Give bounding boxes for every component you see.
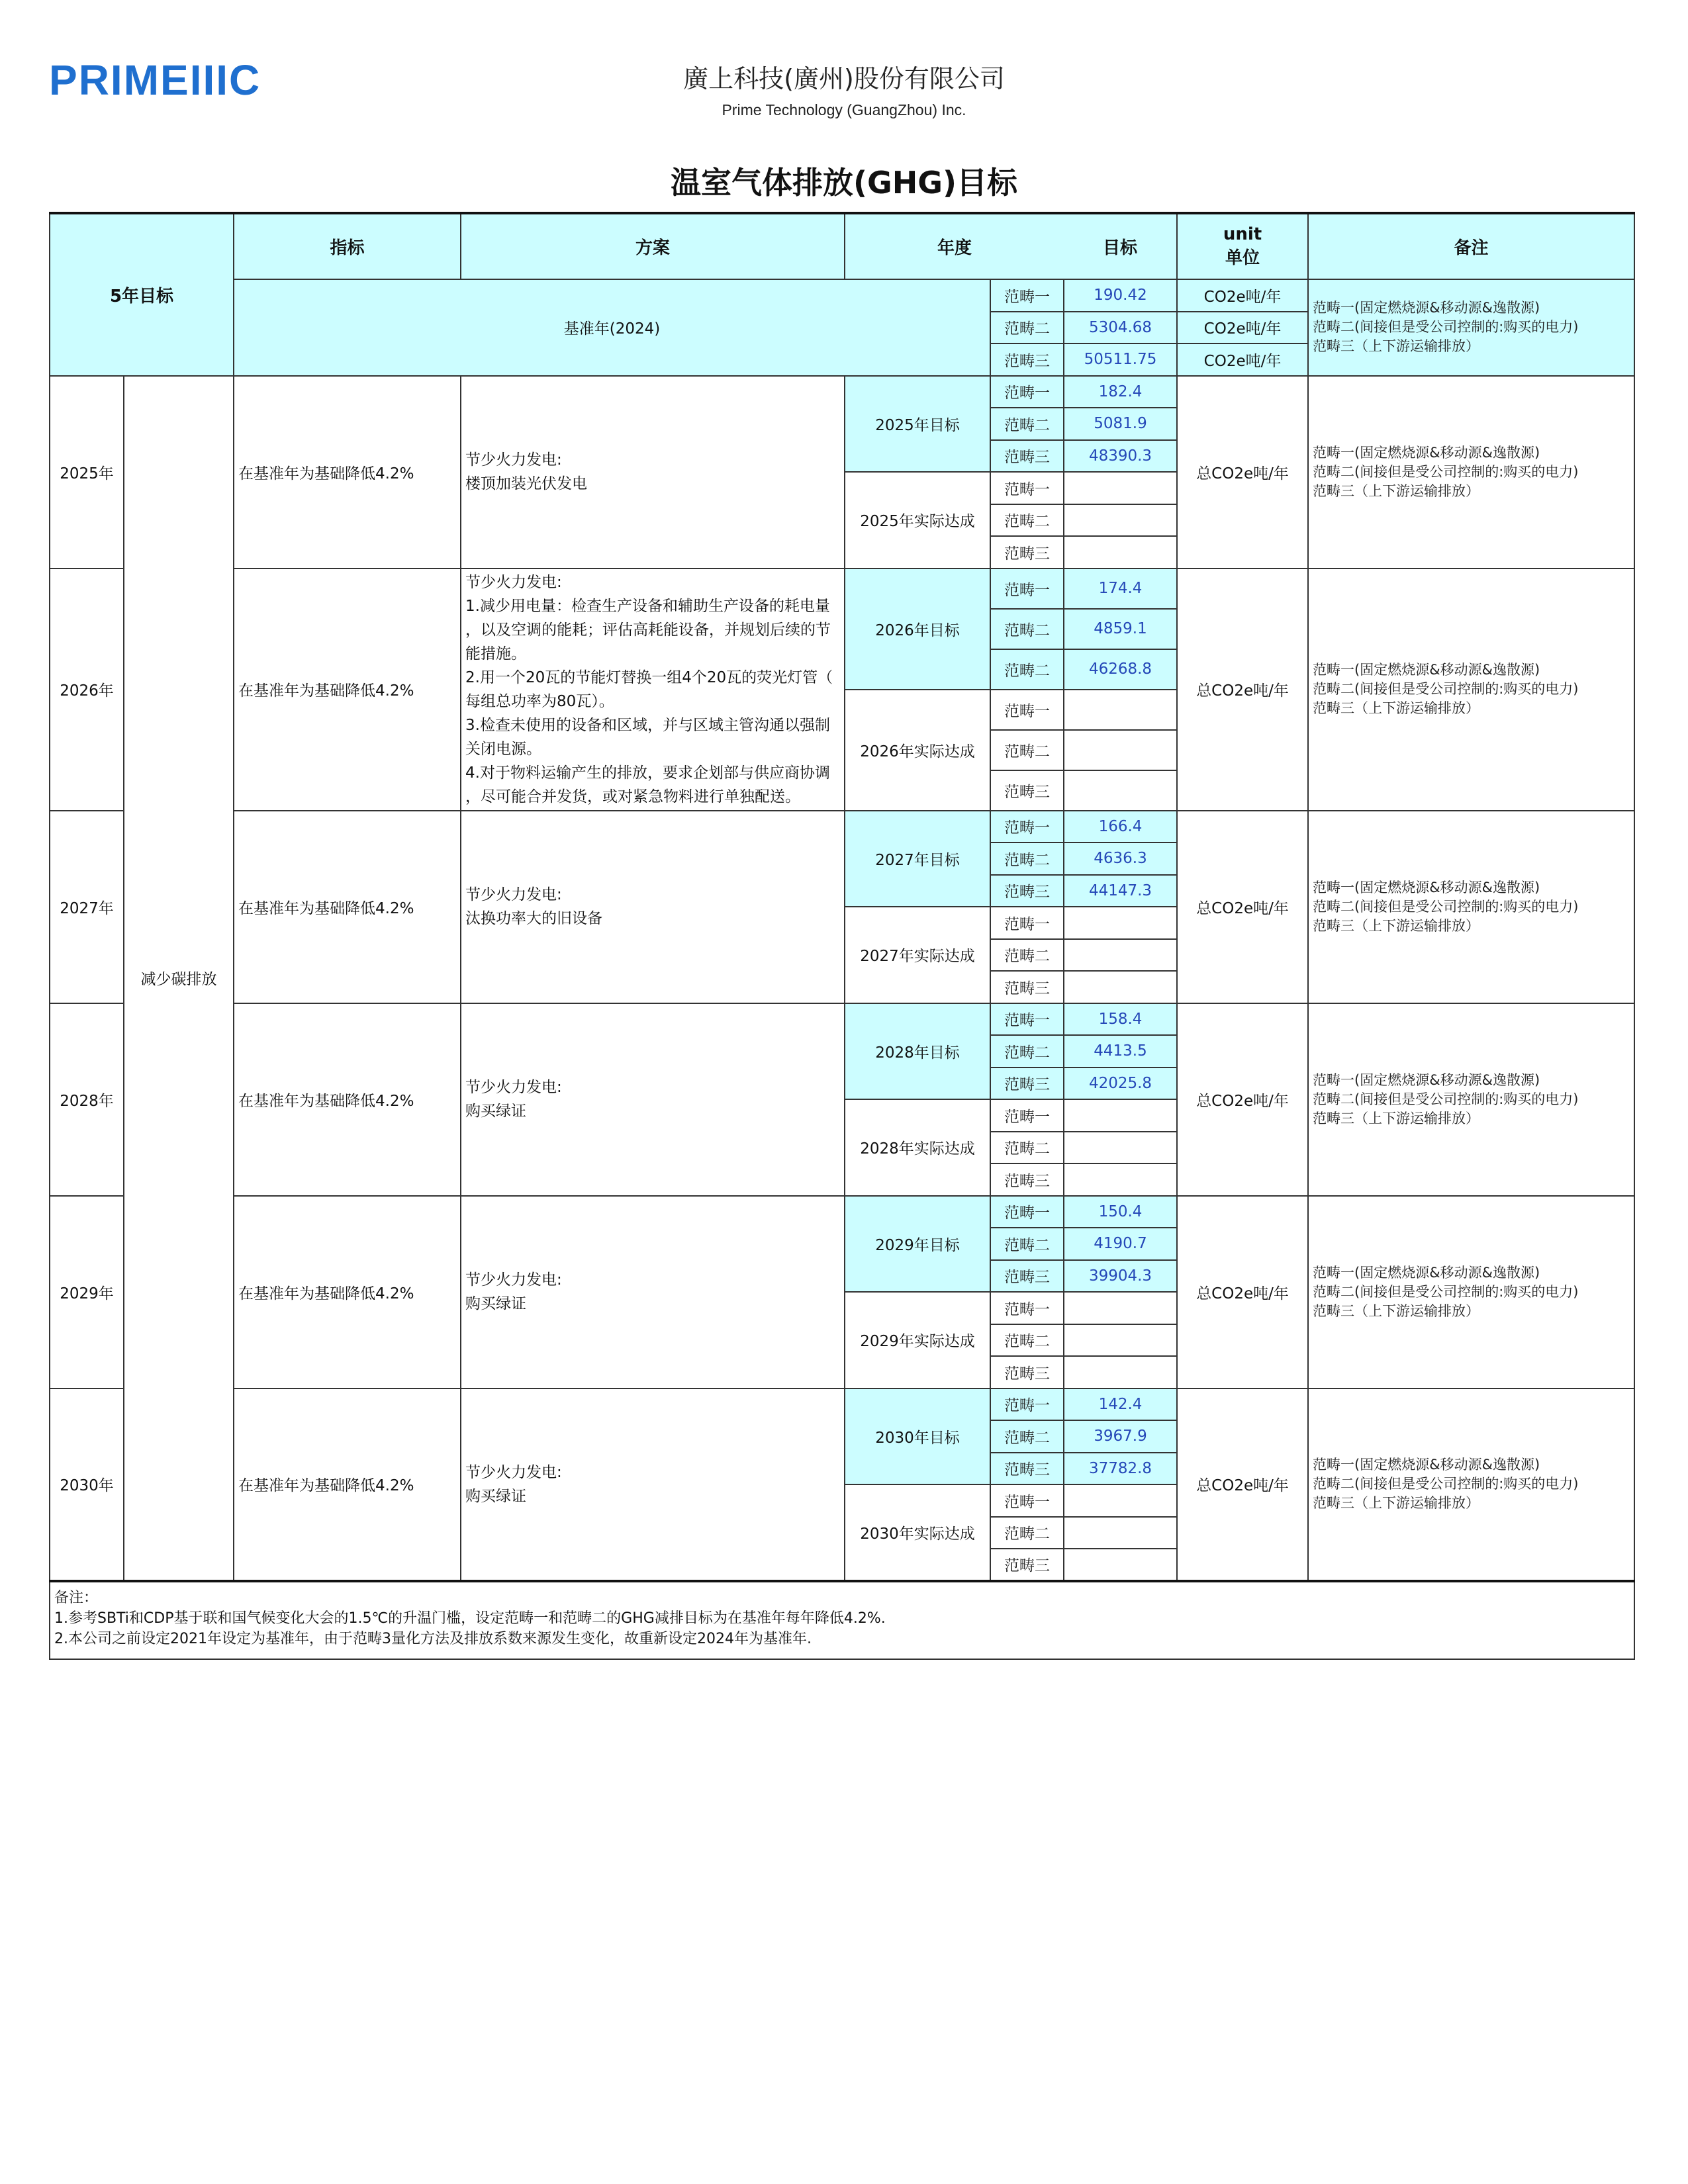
target-value: 44147.3 (1064, 875, 1177, 907)
target-scope: 范畴二 (990, 1420, 1064, 1453)
actual-year-label: 2030年实际达成 (845, 1484, 990, 1581)
target-scope: 范畴三 (990, 440, 1064, 473)
target-year-label: 2028年目标 (845, 1003, 990, 1100)
ghg-targets-table (49, 212, 1635, 1660)
target-scope: 范畴二 (990, 649, 1064, 690)
target-year-label: 2025年目标 (845, 376, 990, 473)
actual-scope: 范畴二 (990, 504, 1064, 537)
target-value: 158.4 (1064, 1003, 1177, 1036)
plan-line: ，尽可能合并发货，或对紧急物料进行单独配送。 (465, 788, 800, 805)
actual-value (1064, 536, 1177, 569)
actual-value (1064, 1484, 1177, 1517)
actual-value (1064, 1356, 1177, 1388)
target-value: 182.4 (1064, 376, 1177, 408)
target-value: 5081.9 (1064, 408, 1177, 440)
baseline-value: 50511.75 (1064, 343, 1177, 376)
plan-line: 节少火力发电: (465, 451, 562, 469)
target-value: 174.4 (1064, 569, 1177, 609)
target-scope: 范畴二 (990, 1035, 1064, 1068)
actual-scope: 范畴一 (990, 690, 1064, 730)
actual-value (1064, 1549, 1177, 1581)
target-scope: 范畴一 (990, 1388, 1064, 1421)
year-block-row (50, 569, 1634, 609)
remark-line: 范畴二(间接但是受公司控制的:购买的电力) (1313, 898, 1579, 915)
actual-scope: 范畴二 (990, 1324, 1064, 1357)
indicator-cell: 在基准年为基础降低4.2% (234, 376, 461, 569)
year-label: 2026年 (50, 569, 124, 811)
actual-value (1064, 472, 1177, 504)
remarks-cell (1308, 376, 1634, 569)
plan-line: 4.对于物料运输产生的排放，要求企划部与供应商协调 (465, 764, 830, 782)
remarks-header: 备注 (1308, 213, 1634, 279)
actual-year-label: 2029年实际达成 (845, 1292, 990, 1388)
actual-scope: 范畴二 (990, 1517, 1064, 1549)
remark-line: 范畴三（上下游运输排放） (1313, 917, 1480, 934)
target-scope: 范畴三 (990, 1260, 1064, 1293)
target-value: 4859.1 (1064, 609, 1177, 649)
remark-line: 范畴一(固定燃烧源&移动源&逸散源) (1313, 879, 1540, 895)
actual-scope: 范畴一 (990, 1292, 1064, 1324)
indicator-cell: 在基准年为基础降低4.2% (234, 1196, 461, 1388)
year-label: 2028年 (50, 1003, 124, 1196)
baseline-scope: 范畴三 (990, 343, 1064, 376)
baseline-value: 5304.68 (1064, 312, 1177, 344)
target-header: 目标 (1064, 213, 1177, 279)
footnote-line: 备注： (54, 1589, 99, 1606)
target-year-label: 2029年目标 (845, 1196, 990, 1293)
company-name-zh: 廣上科技(廣州)股份有限公司 (683, 64, 1005, 93)
actual-value (1064, 1132, 1177, 1164)
target-value: 37782.8 (1064, 1453, 1177, 1485)
target-value: 3967.9 (1064, 1420, 1177, 1453)
plan-cell (461, 1003, 845, 1196)
actual-scope: 范畴三 (990, 1163, 1064, 1196)
remark-line: 范畴三（上下游运输排放） (1313, 1495, 1480, 1511)
plan-line: 1.减少用电量：检查生产设备和辅助生产设备的耗电量 (465, 597, 830, 615)
target-scope: 范畴三 (990, 875, 1064, 907)
actual-scope: 范畴一 (990, 472, 1064, 504)
baseline-scope: 范畴二 (990, 312, 1064, 344)
unit-cell: 总CO2e吨/年 (1177, 376, 1308, 569)
indicator-header: 指标 (234, 213, 461, 279)
remark-line: 范畴二(间接但是受公司控制的:购买的电力) (1313, 1091, 1579, 1107)
year-block-row (50, 811, 1634, 843)
year-label: 2025年 (50, 376, 124, 569)
remark-line: 范畴一(固定燃烧源&移动源&逸散源) (1313, 444, 1540, 461)
actual-value (1064, 1292, 1177, 1324)
plan-line: 能措施。 (465, 645, 526, 662)
actual-scope: 范畴二 (990, 730, 1064, 770)
target-scope: 范畴三 (990, 1453, 1064, 1485)
unit-cell: 总CO2e吨/年 (1177, 811, 1308, 1003)
remarks-cell (1308, 569, 1634, 811)
target-value: 142.4 (1064, 1388, 1177, 1421)
actual-year-label: 2026年实际达成 (845, 690, 990, 811)
remarks-cell (1308, 1196, 1634, 1388)
actual-year-label: 2027年实际达成 (845, 907, 990, 1003)
plan-line: 购买绿证 (465, 1103, 526, 1120)
actual-scope: 范畴一 (990, 1484, 1064, 1517)
actual-scope: 范畴三 (990, 770, 1064, 811)
plan-line: 节少火力发电: (465, 886, 562, 903)
plan-header: 方案 (461, 213, 845, 279)
remark-line: 范畴三（上下游运输排放） (1313, 700, 1480, 716)
year-block-row (50, 1003, 1634, 1036)
target-scope: 范畴一 (990, 1003, 1064, 1036)
unit-cell: 总CO2e吨/年 (1177, 1196, 1308, 1388)
remark-line: 范畴一(固定燃烧源&移动源&逸散源) (1313, 1264, 1540, 1281)
target-year-label: 2027年目标 (845, 811, 990, 907)
baseline-unit: CO2e吨/年 (1177, 279, 1308, 312)
plan-cell (461, 569, 845, 811)
target-scope: 范畴一 (990, 1196, 1064, 1228)
year-label: 2027年 (50, 811, 124, 1003)
plan-line: 节少火力发电: (465, 1463, 562, 1481)
unit-header-zh: 单位 (1225, 248, 1260, 268)
plan-line: ，以及空调的能耗；评估高耗能设备，并规划后续的节 (465, 621, 831, 639)
baseline-year-label: 基准年(2024) (234, 279, 990, 376)
target-scope: 范畴二 (990, 408, 1064, 440)
actual-scope: 范畴三 (990, 1356, 1064, 1388)
baseline-unit: CO2e吨/年 (1177, 312, 1308, 344)
year-label: 2029年 (50, 1196, 124, 1388)
actual-value (1064, 971, 1177, 1003)
target-value: 42025.8 (1064, 1068, 1177, 1100)
indicator-cell: 在基准年为基础降低4.2% (234, 811, 461, 1003)
year-header: 年度 (845, 213, 1064, 279)
target-value: 4413.5 (1064, 1035, 1177, 1068)
actual-scope: 范畴三 (990, 536, 1064, 569)
plan-line: 购买绿证 (465, 1295, 526, 1312)
actual-value (1064, 770, 1177, 811)
actual-scope: 范畴二 (990, 1132, 1064, 1164)
actual-value (1064, 730, 1177, 770)
target-scope: 范畴二 (990, 609, 1064, 649)
actual-year-label: 2028年实际达成 (845, 1099, 990, 1196)
remark-line: 范畴一(固定燃烧源&移动源&逸散源) (1313, 1457, 1540, 1473)
actual-scope: 范畴三 (990, 1549, 1064, 1581)
five-year-target-header: 5年目标 (50, 213, 234, 376)
baseline-remarks (1308, 279, 1634, 376)
remarks-cell (1308, 1003, 1634, 1196)
footnote-cell (50, 1581, 1634, 1659)
actual-scope: 范畴二 (990, 939, 1064, 972)
footnote-line: 1.参考SBTi和CDP基于联和国气候变化大会的1.5℃的升温门槛，设定范畴一和范畴二的GHG减排目标为在基准年每年降低4.2%. (54, 1610, 886, 1627)
indicator-cell: 在基准年为基础降低4.2% (234, 1003, 461, 1196)
actual-scope: 范畴三 (990, 971, 1064, 1003)
plan-cell (461, 1196, 845, 1388)
remark-line: 范畴二(间接但是受公司控制的:购买的电力) (1313, 1283, 1579, 1300)
remark-line: 范畴三（上下游运输排放） (1313, 1302, 1480, 1319)
target-value: 166.4 (1064, 811, 1177, 843)
plan-line: 3.检查未使用的设备和区域，并与区域主管沟通以强制 (465, 716, 830, 734)
remark-line: 范畴二(间接但是受公司控制的:购买的电力) (1313, 1476, 1579, 1492)
target-value: 150.4 (1064, 1196, 1177, 1228)
year-label: 2030年 (50, 1388, 124, 1581)
plan-line: 节少火力发电: (465, 1271, 562, 1289)
plan-line: 节少火力发电: (465, 1079, 562, 1096)
unit-cell: 总CO2e吨/年 (1177, 569, 1308, 811)
remark-line: 范畴二(间接但是受公司控制的:购买的电力) (1313, 319, 1579, 336)
plan-cell (461, 376, 845, 569)
target-year-label: 2026年目标 (845, 569, 990, 690)
actual-scope: 范畴一 (990, 1099, 1064, 1132)
unit-cell: 总CO2e吨/年 (1177, 1003, 1308, 1196)
plan-line: 关闭电源。 (465, 740, 541, 758)
footnote-line: 2.本公司之前设定2021年设定为基准年，由于范畴3量化方法及排放系数来源发生变化，故重新设定2024年为基准年. (54, 1630, 812, 1647)
indicator-cell: 在基准年为基础降低4.2% (234, 1388, 461, 1581)
plan-line: 汰换功率大的旧设备 (465, 910, 602, 927)
category-label: 减少碳排放 (124, 376, 234, 1581)
actual-year-label: 2025年实际达成 (845, 472, 990, 569)
page-title: 温室气体排放(GHG)目标 (670, 165, 1018, 201)
year-block-row (50, 376, 1634, 408)
actual-value (1064, 939, 1177, 972)
remark-line: 范畴三（上下游运输排放） (1313, 482, 1480, 499)
target-scope: 范畴二 (990, 1228, 1064, 1260)
year-block-row (50, 1388, 1634, 1421)
target-scope: 范畴二 (990, 842, 1064, 875)
baseline-unit: CO2e吨/年 (1177, 343, 1308, 376)
target-scope: 范畴一 (990, 811, 1064, 843)
remarks-cell (1308, 1388, 1634, 1581)
company-header (0, 58, 1688, 119)
plan-cell (461, 1388, 845, 1581)
remarks-cell (1308, 811, 1634, 1003)
company-name-en: Prime Technology (GuangZhou) Inc. (722, 101, 966, 118)
plan-line: 2.用一个20瓦的节能灯替换一组4个20瓦的荧光灯管（ (465, 668, 833, 686)
indicator-cell: 在基准年为基础降低4.2% (234, 569, 461, 811)
unit-header-en: unit (1223, 224, 1262, 244)
remark-line: 范畴二(间接但是受公司控制的:购买的电力) (1313, 681, 1579, 697)
plan-line: 购买绿证 (465, 1487, 526, 1505)
plan-line: 每组总功率为80瓦）。 (465, 692, 614, 710)
target-value: 4636.3 (1064, 842, 1177, 875)
target-scope: 范畴一 (990, 569, 1064, 609)
plan-line: 节少火力发电: (465, 573, 562, 591)
year-block-row (50, 1196, 1634, 1228)
target-year-label: 2030年目标 (845, 1388, 990, 1485)
remark-line: 范畴三（上下游运输排放） (1313, 1110, 1480, 1126)
remark-line: 范畴一(固定燃烧源&移动源&逸散源) (1313, 1071, 1540, 1088)
baseline-scope: 范畴一 (990, 279, 1064, 312)
company-logo: PRIMEIIIC (49, 56, 261, 104)
target-scope: 范畴三 (990, 1068, 1064, 1100)
remark-line: 范畴一(固定燃烧源&移动源&逸散源) (1313, 662, 1540, 678)
target-value: 39904.3 (1064, 1260, 1177, 1293)
remark-line: 范畴二(间接但是受公司控制的:购买的电力) (1313, 463, 1579, 480)
actual-value (1064, 907, 1177, 939)
actual-value (1064, 690, 1177, 730)
remark-line: 范畴一(固定燃烧源&移动源&逸散源) (1313, 300, 1540, 316)
remark-line: 范畴三（上下游运输排放） (1313, 338, 1480, 355)
target-value: 48390.3 (1064, 440, 1177, 473)
actual-value (1064, 1517, 1177, 1549)
unit-header (1177, 213, 1308, 279)
unit-cell: 总CO2e吨/年 (1177, 1388, 1308, 1581)
plan-line: 楼顶加装光伏发电 (465, 475, 587, 492)
plan-cell (461, 811, 845, 1003)
target-scope: 范畴一 (990, 376, 1064, 408)
baseline-value: 190.42 (1064, 279, 1177, 312)
actual-scope: 范畴一 (990, 907, 1064, 939)
actual-value (1064, 1099, 1177, 1132)
target-value: 46268.8 (1064, 649, 1177, 690)
actual-value (1064, 1324, 1177, 1357)
actual-value (1064, 504, 1177, 537)
target-value: 4190.7 (1064, 1228, 1177, 1260)
actual-value (1064, 1163, 1177, 1196)
